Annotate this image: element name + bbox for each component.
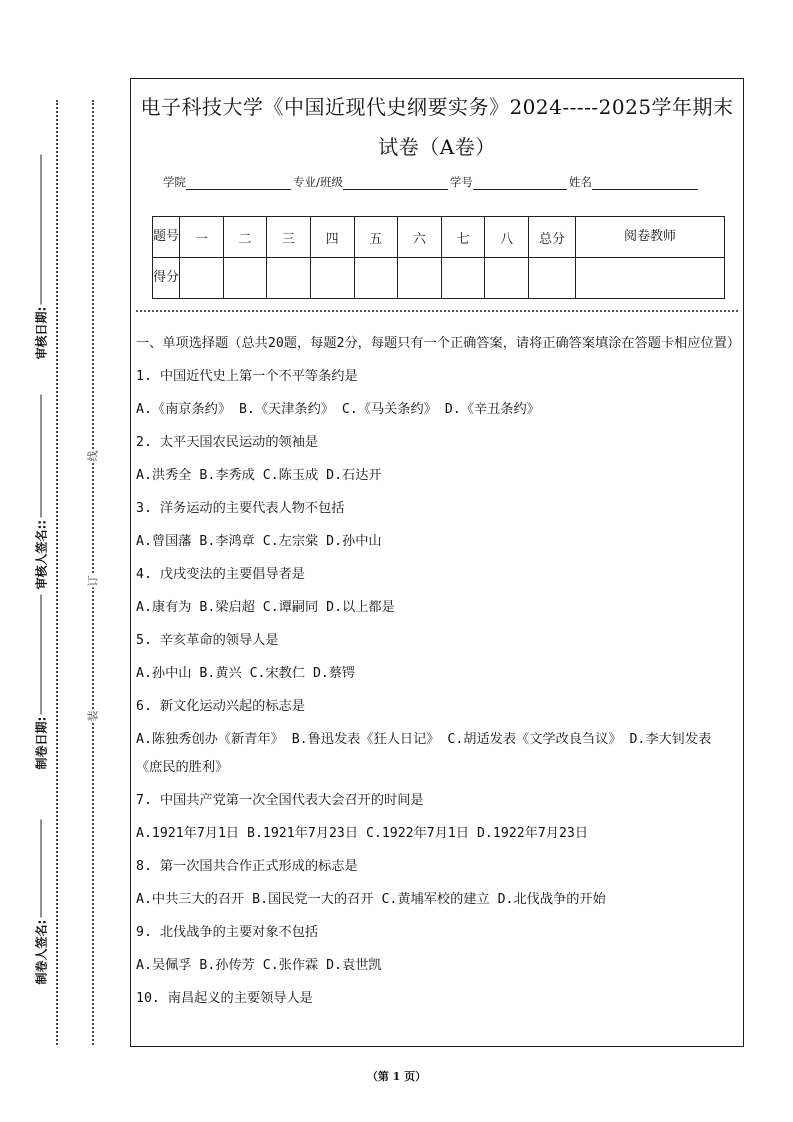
student-id-label: 学号	[449, 175, 473, 189]
college-input[interactable]	[186, 177, 291, 190]
major-class-input[interactable]	[343, 177, 448, 190]
score-cell[interactable]	[485, 258, 529, 299]
reviewer-signature-line	[31, 395, 42, 518]
preparer-signature-field[interactable]	[31, 820, 51, 985]
question-options: A.吴佩孚 B.孙传芳 C.张作霖 D.袁世凯	[136, 958, 382, 973]
student-id-input[interactable]	[473, 177, 567, 190]
question-options: A.曾国藩 B.李鸿章 C.左宗棠 D.孙中山	[136, 534, 382, 549]
reviewer-signature-label: 审核人签名::	[34, 519, 48, 590]
question-options: A.康有为 B.梁启超 C.谭嗣同 D.以上都是	[136, 600, 395, 615]
question-options: A.《南京条约》 B.《天津条约》 C.《马关条约》 D.《辛丑条约》	[136, 402, 540, 417]
major-class-label: 专业/班级	[293, 175, 343, 189]
score-cell[interactable]	[354, 258, 398, 299]
question-options: A.洪秀全 B.李秀成 C.陈玉成 D.石达开	[136, 468, 382, 483]
binding-dotted-line-inner	[92, 100, 94, 1045]
questions-section	[136, 330, 741, 1018]
score-table-header-row	[153, 217, 725, 258]
score-cell[interactable]	[180, 258, 224, 299]
question-options: A.1921年7月1日 B.1921年7月23日 C.1922年7月1日 D.1922年7月23日	[136, 826, 589, 841]
separator-dotted-line	[136, 310, 738, 312]
review-date-line	[31, 155, 42, 305]
col-1: 一	[180, 217, 224, 258]
score-cell[interactable]	[310, 258, 354, 299]
prepare-date-field[interactable]	[31, 595, 51, 770]
name-label: 姓名	[568, 175, 592, 189]
question: 9. 北伐战争的主要对象不包括	[136, 925, 319, 940]
review-date-label: 审核日期:	[34, 306, 48, 360]
binding-dotted-line-outer	[56, 100, 58, 1045]
question: 10. 南昌起义的主要领导人是	[136, 991, 313, 1006]
page-number: （第 1 页）	[366, 1070, 427, 1083]
binding-mark-ding: 订	[86, 575, 100, 587]
question: 1. 中国近代史上第一个不平等条约是	[136, 369, 358, 384]
score-cell[interactable]	[223, 258, 267, 299]
score-cell[interactable]	[398, 258, 442, 299]
score-table-score-row	[153, 258, 725, 299]
preparer-signature-line	[31, 820, 42, 918]
question: 6. 新文化运动兴起的标志是	[136, 699, 305, 714]
binding-mark-zhuang: 装	[86, 710, 100, 722]
name-input[interactable]	[592, 177, 698, 190]
review-date-field[interactable]	[31, 155, 51, 360]
score-cell-grader[interactable]	[576, 258, 725, 299]
col-2: 二	[223, 217, 267, 258]
score-table	[152, 216, 725, 299]
score-cell[interactable]	[441, 258, 485, 299]
binding-mark-xian: 线	[86, 450, 100, 462]
question: 7. 中国共产党第一次全国代表大会召开的时间是	[136, 793, 424, 808]
col-total: 总分	[529, 217, 576, 258]
exam-page-frame	[130, 78, 744, 1047]
question-options: A.陈独秀创办《新青年》 B.鲁迅发表《狂人日记》 C.胡适发表《文学改良刍议》 D.李大钊发表《庶民的胜利》	[136, 732, 712, 775]
preparer-signature-label: 制卷人签名:	[34, 919, 48, 985]
score-cell-total[interactable]	[529, 258, 576, 299]
question-number-label: 题号	[153, 217, 180, 258]
college-label: 学院	[163, 175, 186, 189]
question: 3. 洋务运动的主要代表人物不包括	[136, 501, 345, 516]
question: 8. 第一次国共合作正式形成的标志是	[136, 859, 358, 874]
question: 5. 辛亥革命的领导人是	[136, 633, 279, 648]
student-info-fields	[163, 174, 700, 190]
reviewer-signature-field[interactable]	[31, 395, 51, 590]
col-5: 五	[354, 217, 398, 258]
question: 2. 太平天国农民运动的领袖是	[136, 435, 319, 450]
col-6: 六	[398, 217, 442, 258]
exam-title-line1: 电子科技大学《中国近现代史纲要实务》2024-----2025学年期末	[140, 95, 734, 119]
prepare-date-line	[31, 595, 42, 715]
exam-title-line2: 试卷（A卷）	[378, 135, 496, 159]
prepare-date-label: 制卷日期:	[34, 716, 48, 770]
question: 4. 戊戌变法的主要倡导者是	[136, 567, 305, 582]
col-8: 八	[485, 217, 529, 258]
section-heading: 一、单项选择题（总共20题，每题2分，每题只有一个正确答案，请将正确答案填涂在答题卡相应位置）	[136, 336, 741, 351]
col-7: 七	[441, 217, 485, 258]
score-cell[interactable]	[267, 258, 311, 299]
question-options: A.中共三大的召开 B.国民党一大的召开 C.黄埔军校的建立 D.北伐战争的开始	[136, 892, 606, 907]
score-label: 得分	[153, 258, 180, 299]
col-3: 三	[267, 217, 311, 258]
col-4: 四	[310, 217, 354, 258]
question-options: A.孙中山 B.黄兴 C.宋教仁 D.蔡锷	[136, 666, 356, 681]
col-grader: 阅卷教师	[576, 217, 725, 258]
